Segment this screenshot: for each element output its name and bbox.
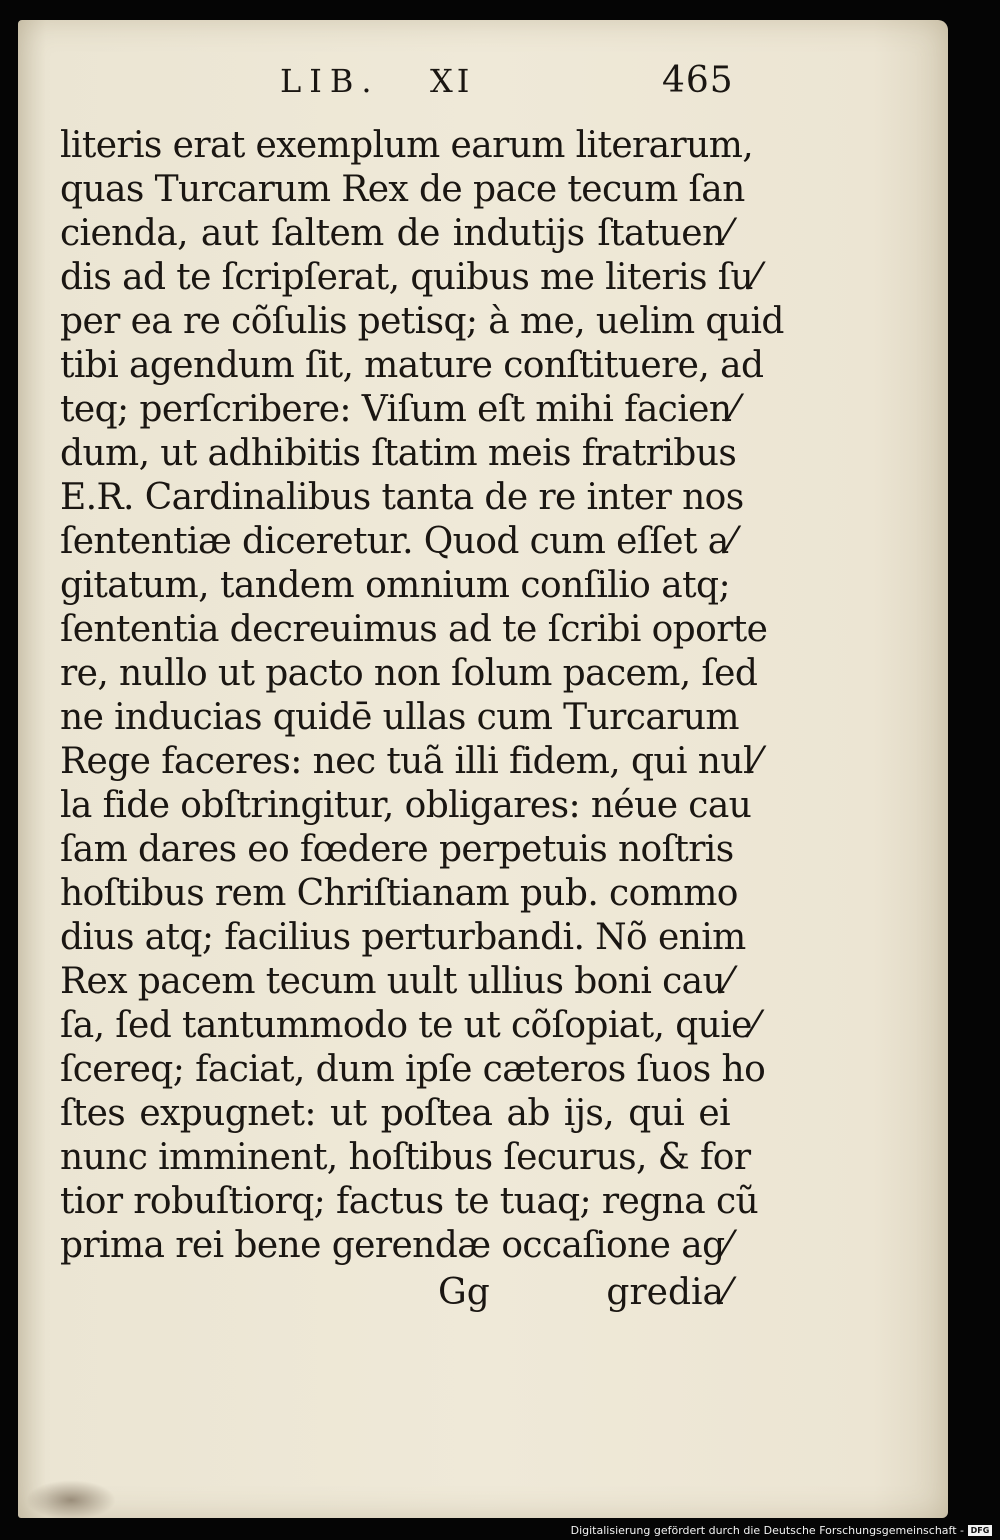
- running-head-book-number: XI: [430, 62, 474, 100]
- text-line: ſam dares eo fœdere perpetuis noſtris: [60, 829, 734, 870]
- credit-text: Digitalisierung gefördert durch die Deutsche Forschungsgemeinschaft -: [570, 1523, 964, 1537]
- text-line: gitatum, tandem omnium conſilio atq;: [60, 565, 730, 606]
- text-line: Rex pacem tecum uult ullius boni cau⁄: [60, 961, 731, 1002]
- text-line: E.R. Cardinalibus tanta de re inter nos: [60, 477, 744, 518]
- running-head-lib: LIB.: [280, 62, 380, 100]
- text-line: ſententia decreuimus ad te ſcribi oporte: [60, 609, 768, 650]
- text-line: ſcereq; faciat, dum ipſe cæteros ſuos ho: [60, 1049, 766, 1090]
- page-stain: [26, 1480, 116, 1520]
- text-line: ſa, ſed tantummodo te ut cõſopiat, quie⁄: [60, 1005, 758, 1046]
- text-line: teq; perſcribere: Viſum eſt mihi facien⁄: [60, 389, 737, 430]
- page-footer: [60, 1272, 730, 1316]
- text-line: dius atq; facilius perturbandi. Nõ enim: [60, 917, 746, 958]
- catchword: gredia⁄: [606, 1272, 730, 1313]
- text-line: re, nullo ut pacto non ſolum pacem, ſed: [60, 653, 758, 694]
- text-line: nunc imminent, hoſtibus ſecurus, & for: [60, 1137, 751, 1178]
- text-line: tior robuſtiorq; factus te tuaq; regna cũ: [60, 1181, 759, 1222]
- text-line: dis ad te ſcripſerat, quibus me literis ſu⁄: [60, 257, 759, 298]
- text-line: la fide obſtringitur, obligares: néue cau: [60, 785, 752, 826]
- page-number: 465: [662, 60, 734, 101]
- text-line: tibi agendum ſit, mature conſtituere, ad: [60, 345, 764, 386]
- dfg-logo-icon: DFG: [968, 1525, 992, 1536]
- text-line: dum, ut adhibitis ſtatim meis fratribus: [60, 433, 737, 474]
- text-line: literis erat exemplum earum literarum,: [60, 125, 754, 166]
- text-line: hoſtibus rem Chriſtianam pub. commo: [60, 873, 738, 914]
- digitization-credit: [571, 1522, 992, 1538]
- text-line: quas Turcarum Rex de pace tecum ſan: [60, 169, 745, 210]
- text-line: prima rei bene gerendæ occaſione ag⁄: [60, 1225, 730, 1266]
- text-line: ſententiæ diceretur. Quod cum eſſet a⁄: [60, 521, 734, 562]
- text-line: Rege faceres: nec tuã illi fidem, qui nul⁄: [60, 741, 760, 782]
- running-head: [270, 62, 750, 102]
- text-line: cienda, aut ſaltem de indutijs ſtatuen⁄: [60, 213, 730, 254]
- text-line: per ea re cõſulis petisq; à me, uelim quid: [60, 301, 784, 342]
- text-line: ne inducias quidē ullas cum Turcarum: [60, 697, 739, 738]
- signature-mark: Gg: [438, 1272, 490, 1313]
- text-line: ſtes expugnet: ut poſtea ab ijs, qui ei: [60, 1093, 730, 1134]
